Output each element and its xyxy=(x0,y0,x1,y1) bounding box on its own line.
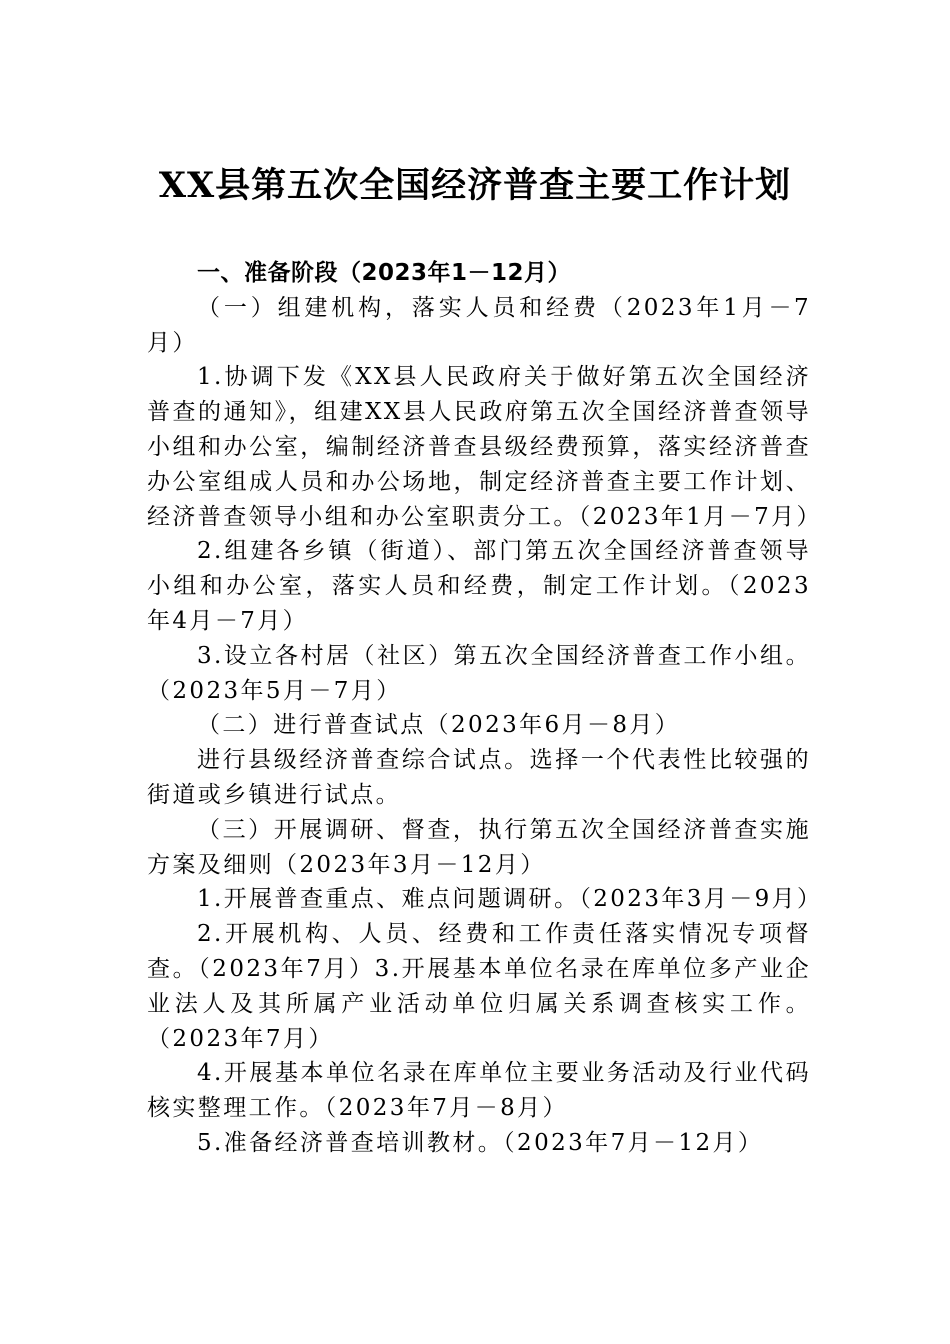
subsection-heading-research: （三）开展调研、督查，执行第五次全国经济普查实施方案及细则（2023年3月－12月） xyxy=(147,816,811,878)
paragraph-research-2-3: 2.开展机构、人员、经费和工作责任落实情况专项督查。（2023年7月）3.开展基本单位名录在库单位多产业企业法人及其所属产业活动单位归属关系调查核实工作。（2023年7月） xyxy=(147,921,811,1052)
paragraph-item-2: 2.组建各乡镇（街道）、部门第五次全国经济普查领导小组和办公室，落实人员和经费，制定工作计划。（2023年4月－7月） xyxy=(147,538,811,634)
paragraph-research-5: 5.准备经济普查培训教材。（2023年7月－12月） xyxy=(197,1129,764,1156)
paragraph-research-1: 1.开展普查重点、难点问题调研。（2023年3月－9月） xyxy=(197,886,823,913)
subsection-heading-organization: （一）组建机构，落实人员和经费（2023年1月－7月） xyxy=(147,294,811,356)
subsection-heading-pilot: （二）进行普查试点（2023年6月－8月） xyxy=(197,712,681,739)
paragraph-item-1: 1.协调下发《XX县人民政府关于做好第五次全国经济普查的通知》，组建XX县人民政府第五次全国经济普查领导小组和办公室，编制经济普查县级经费预算，落实经济普查办公室组成人员和办公场地，制定经济普查主要工作计划、经济普查领导小组和办公室职责分工。（2023年1月－7月） xyxy=(147,364,822,530)
section-heading-preparation: 一、准备阶段（2023年1－12月） xyxy=(197,260,572,286)
paragraph-pilot: 进行县级经济普查综合试点。选择一个代表性比较强的街道或乡镇进行试点。 xyxy=(147,747,811,808)
document-body xyxy=(147,256,823,1161)
paragraph-research-4: 4.开展基本单位名录在库单位主要业务活动及行业代码核实整理工作。（2023年7月－8月） xyxy=(147,1060,811,1122)
document-title: XX县第五次全国经济普查主要工作计划 xyxy=(158,165,792,206)
paragraph-item-3: 3.设立各村居（社区）第五次全国经济普查工作小组。（2023年5月－7月） xyxy=(147,642,811,704)
